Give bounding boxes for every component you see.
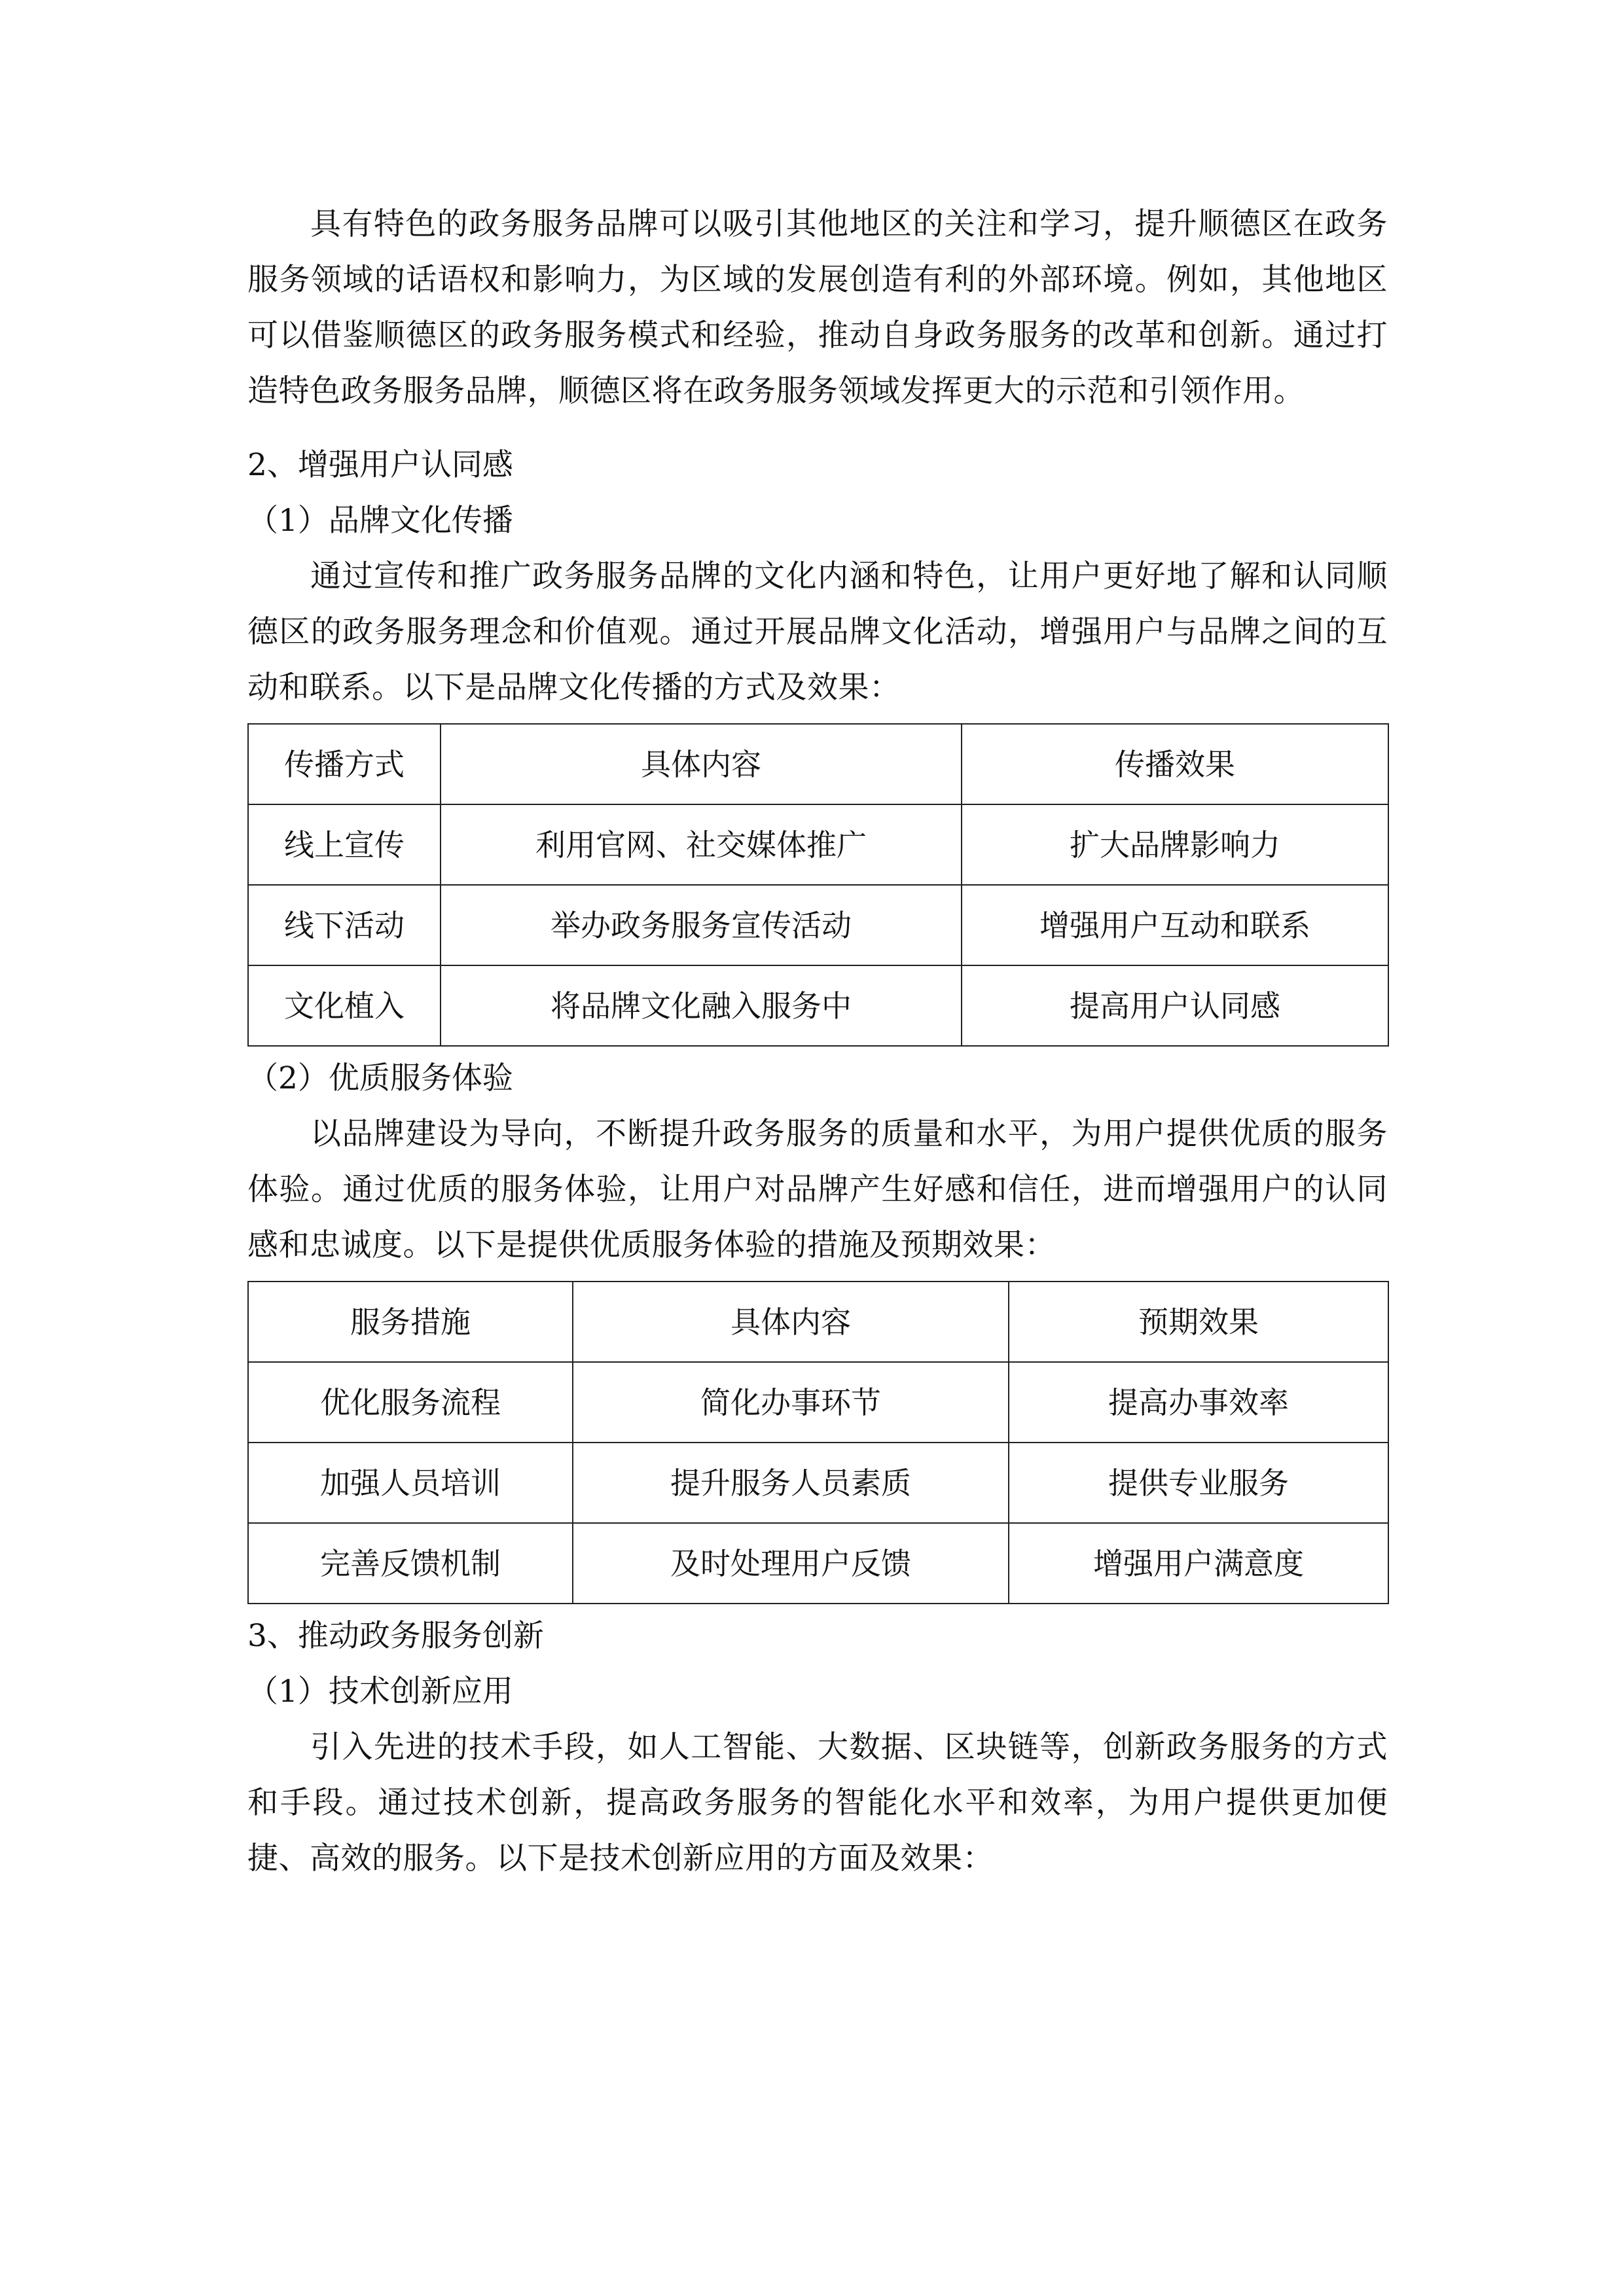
table-row	[248, 1523, 1388, 1604]
paragraph-tech-innovation: 引入先进的技术手段，如人工智能、大数据、区块链等，创新政务服务的方式和手段。通过技术创新，提高政务服务的智能化水平和效率，为用户提供更加便捷、高效的服务。以下是技术创新应用的方面及效果：	[247, 1729, 1388, 1876]
table-cell: 举办政务服务宣传活动	[441, 885, 962, 965]
table-header-cell: 服务措施	[248, 1282, 573, 1362]
subheading-tech-innovation: （1）技术创新应用	[247, 1674, 513, 1710]
table-cell: 加强人员培训	[248, 1443, 573, 1523]
table-row	[248, 885, 1388, 965]
table-row	[248, 965, 1388, 1046]
table-header-row	[248, 724, 1388, 804]
table-row	[248, 1443, 1388, 1523]
table-header-cell: 具体内容	[441, 724, 962, 804]
table-cell: 提高用户认同感	[962, 965, 1388, 1046]
document-page	[247, 196, 1388, 1886]
paragraph-brand-culture: 通过宣传和推广政务服务品牌的文化内涵和特色，让用户更好地了解和认同顺德区的政务服务理念和价值观。通过开展品牌文化活动，增强用户与品牌之间的互动和联系。以下是品牌文化传播的方式及效果：	[247, 558, 1388, 706]
table-cell: 增强用户互动和联系	[962, 885, 1388, 965]
table-cell: 简化办事环节	[573, 1362, 1009, 1443]
subheading-service-experience: （2）优质服务体验	[247, 1060, 513, 1096]
table-cell: 完善反馈机制	[248, 1523, 573, 1604]
table-cell: 优化服务流程	[248, 1362, 573, 1443]
paragraph-service-experience: 以品牌建设为导向，不断提升政务服务的质量和水平，为用户提供优质的服务体验。通过优质的服务体验，让用户对品牌产生好感和信任，进而增强用户的认同感和忠诚度。以下是提供优质服务体验的措施及预期效果：	[247, 1116, 1388, 1263]
table-cell: 将品牌文化融入服务中	[441, 965, 962, 1046]
table-header-cell: 预期效果	[1009, 1282, 1388, 1362]
subheading-brand-culture: （1）品牌文化传播	[247, 503, 513, 539]
paragraph-brand-influence: 具有特色的政务服务品牌可以吸引其他地区的关注和学习，提升顺德区在政务服务领域的话语权和影响力，为区域的发展创造有利的外部环境。例如，其他地区可以借鉴顺德区的政务服务模式和经验，推动自身政务服务的改革和创新。通过打造特色政务服务品牌，顺德区将在政务服务领域发挥更大的示范和引领作用。	[247, 206, 1388, 409]
table-cell: 线下活动	[248, 885, 441, 965]
table-header-cell: 传播效果	[962, 724, 1388, 804]
table-service-experience	[247, 1281, 1389, 1604]
table-cell: 提高办事效率	[1009, 1362, 1388, 1443]
table-cell: 增强用户满意度	[1009, 1523, 1388, 1604]
table-row	[248, 1362, 1388, 1443]
table-row	[248, 804, 1388, 885]
table-cell: 线上宣传	[248, 804, 441, 885]
table-cell: 文化植入	[248, 965, 441, 1046]
section-heading-innovation: 3、推动政务服务创新	[247, 1618, 544, 1654]
table-header-cell: 传播方式	[248, 724, 441, 804]
table-cell: 提供专业服务	[1009, 1443, 1388, 1523]
table-cell: 及时处理用户反馈	[573, 1523, 1009, 1604]
section-heading-user-identity: 2、增强用户认同感	[247, 447, 513, 483]
table-header-row	[248, 1282, 1388, 1362]
table-cell: 扩大品牌影响力	[962, 804, 1388, 885]
table-cell: 利用官网、社交媒体推广	[441, 804, 962, 885]
table-header-cell: 具体内容	[573, 1282, 1009, 1362]
table-cell: 提升服务人员素质	[573, 1443, 1009, 1523]
table-brand-culture	[247, 723, 1389, 1047]
